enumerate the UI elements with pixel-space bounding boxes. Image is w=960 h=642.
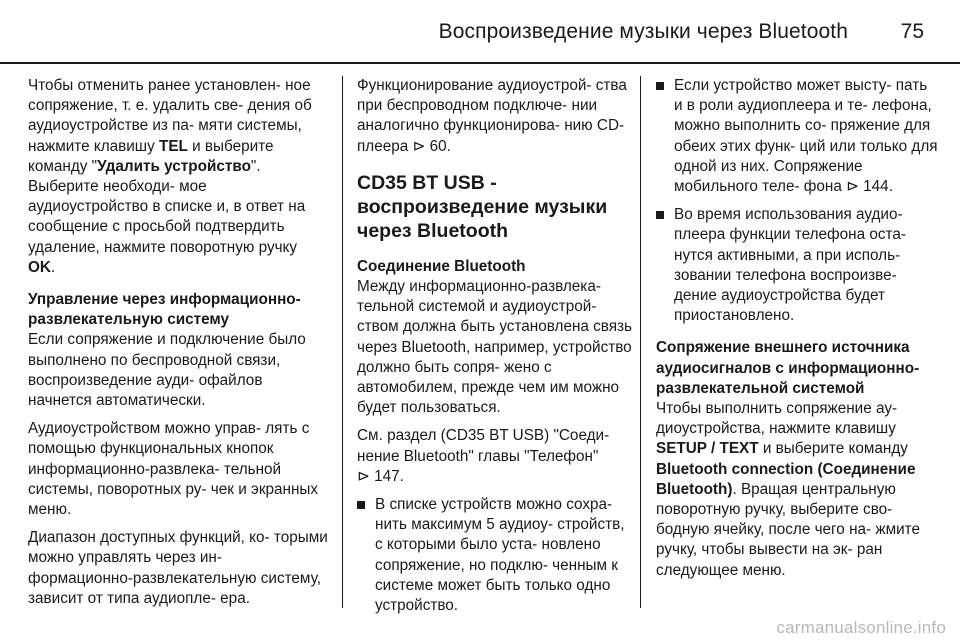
bullet-square-icon bbox=[656, 82, 664, 90]
column-2 bbox=[357, 76, 635, 624]
key-setup-text: SETUP / TEXT bbox=[656, 440, 759, 458]
page-ref-arrow-icon: ⊳ bbox=[357, 467, 370, 485]
paragraph-connection: Между информационно-развлека‐ тельной системой и аудиоустрой‐ ством должна быть установлена связь через Bluetooth, например, устройство должно быть сопря‐ жено с автомобилем, прежде чем им можно будет пользоваться. bbox=[357, 278, 633, 417]
header-title: Воспроизведение музыки через Bluetooth bbox=[438, 20, 848, 43]
page-header bbox=[0, 0, 960, 62]
page-ref-arrow-icon: ⊳ bbox=[841, 178, 859, 196]
page-ref-arrow-icon: ⊳ bbox=[408, 137, 426, 155]
key-ok: OK bbox=[28, 258, 51, 276]
command-delete-device: Удалить устройство bbox=[97, 157, 251, 175]
page-number: 75 bbox=[900, 20, 924, 43]
section-title-cd35: CD35 BT USB - воспроизведение музыки через Bluetooth bbox=[357, 171, 608, 242]
key-tel: TEL bbox=[158, 137, 188, 155]
command-bluetooth-connection: Bluetooth connection (Соединение Bluetooth) bbox=[656, 460, 916, 498]
section-heading-pairing: Сопряжение внешнего источника аудиосигналов с информационно-развлекательной системой bbox=[656, 339, 920, 397]
paragraph-wireless: Функционирование аудиоустрой‐ ства при беспроводном подключе‐ нии аналогично функционирова‐ нию CD-плеера ⊳ 60. bbox=[357, 77, 627, 155]
paragraph-functions: Диапазон доступных функций, ко‐ торыми можно управлять через ин‐ формационно-развлекательную систему, зависит от типа аудиопле‐ ера. bbox=[28, 529, 328, 607]
watermark: carmanualsonline.info bbox=[776, 618, 946, 637]
section-heading-connection: Соединение Bluetooth bbox=[357, 257, 526, 275]
paragraph-autoplay: Если сопряжение и подключение было выполнено по беспроводной связи, воспроизведение ауди‐ офайлов начнется автоматически. bbox=[28, 331, 306, 410]
column-divider-2 bbox=[640, 76, 641, 608]
column-divider-1 bbox=[342, 76, 343, 608]
bullet-square-icon bbox=[656, 211, 664, 219]
paragraph-see-section: См. раздел (CD35 BT USB) "Соеди‐ нение Bluetooth" главы "Телефон" ⊳ 147. bbox=[357, 427, 610, 485]
column-3 bbox=[656, 76, 938, 589]
paragraph-unpair: Чтобы отменить ранее установлен‐ ное сопряжение, т. е. удалить све‐ дения об аудиоустройстве из па‐ мяти системы, нажмите клавишу TEL и выберите команду "Удалить устройство". Выберите необходи‐ мое аудиоустройство в списке и, в ответ на сообщение с просьбой подтвердить удаление, нажмите поворотную ручку OK. bbox=[28, 77, 312, 276]
bullet-max-devices: В списке устройств можно сохра‐ нить максимум 5 аудиоу‐ стройств, с которыми было уста‐ новлено сопряжение, но подклю‐ ченным к системе может быть только одно устройство. bbox=[357, 495, 635, 616]
paragraph-pairing: Чтобы выполнить сопряжение ау‐ диоустройства, нажмите клавишу SETUP / TEXT и выберите команду Bluetooth connection (Соединение Bluetooth). Вращая центральную поворотную ручку, выберите сво‐ бодную ячейку, после чего на‐ жмите ручку, чтобы вывести на эк‐ ран следующее меню. bbox=[656, 400, 920, 579]
header-rule bbox=[0, 62, 960, 64]
bullet-dual-role: Если устройство может высту‐ пать и в роли аудиоплеера и те‐ лефона, можно выполнить со‐ пряжение для обеих этих функ‐ ций или только для одной из них. Сопряжение мобильного теле‐ фона ⊳ 144. bbox=[656, 76, 938, 197]
bullet-square-icon bbox=[357, 501, 365, 509]
column-1 bbox=[28, 76, 328, 617]
section-heading-control: Управление через информационно-развлекательную систему bbox=[28, 291, 301, 329]
paragraph-controls: Аудиоустройством можно управ‐ лять с помощью функциональных кнопок информационно-развлека‐ тельной системы, поворотных ру‐ чек и экранных меню. bbox=[28, 420, 319, 519]
bullet-phone-active: Во время использования аудио‐ плеера функции телефона оста‐ нутся активными, а при исполь‐ зовании телефона воспроизве‐ дение аудиоустройства будет приостановлено. bbox=[656, 205, 938, 326]
